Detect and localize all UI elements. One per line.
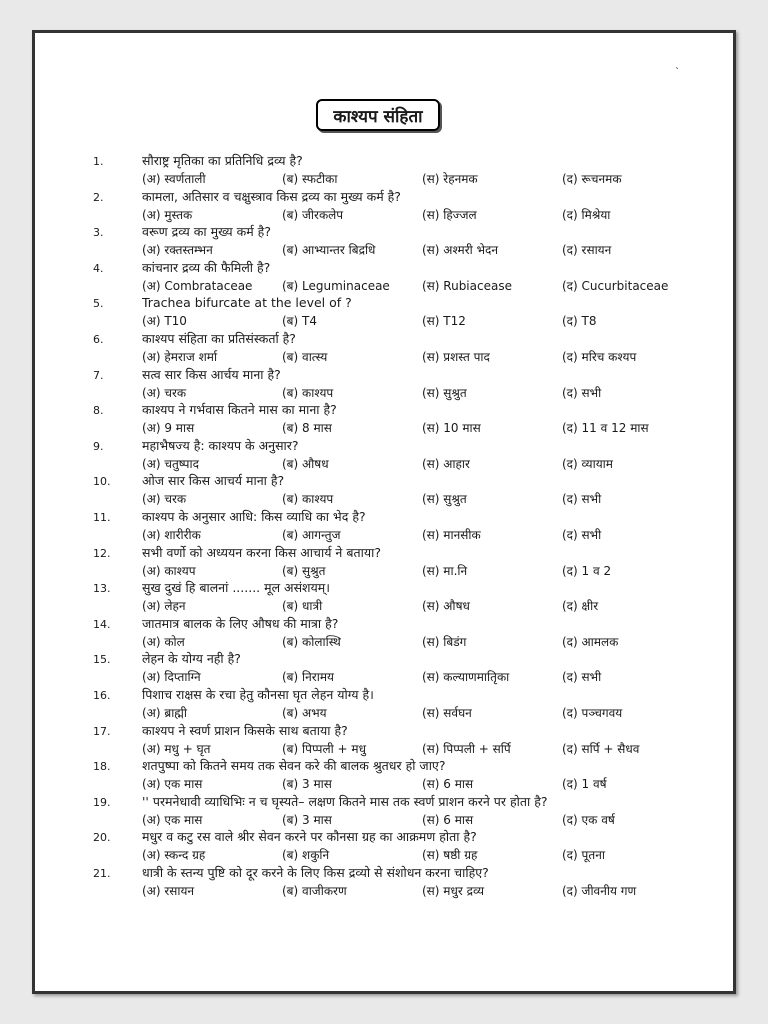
question-text: शतपुष्पा को कितने समय तक सेवन करे की बालक श्रुतधर हो जाए? — [142, 758, 446, 774]
question-number: 8. — [93, 404, 104, 418]
question-item — [35, 617, 735, 653]
answer-option: (स) हिज्जल — [422, 207, 477, 222]
answer-option: (अ) 9 मास — [142, 421, 195, 436]
answer-option: (स) सुश्रुत — [422, 492, 467, 507]
answer-option: (अ) स्वर्णताली — [142, 172, 206, 186]
answer-option: (द) पूतना — [562, 848, 605, 863]
corner-mark: ` — [675, 67, 680, 78]
answer-option: (स) अश्मरी भेदन — [422, 243, 499, 258]
answer-option: (स) पिप्पली + सर्पि — [422, 741, 511, 756]
answer-option: (अ) चरक — [142, 385, 187, 400]
question-number: 6. — [93, 333, 104, 346]
question-item — [35, 225, 735, 261]
answer-option: (द) Cucurbitaceae — [562, 278, 669, 293]
answer-option: (ब) 3 मास — [282, 812, 332, 827]
question-item — [35, 261, 735, 297]
question-item — [35, 546, 735, 582]
question-number: 4. — [93, 261, 104, 275]
answer-option: (द) 1 व 2 — [562, 563, 612, 578]
question-text: लेहन के योग्य नही है? — [142, 651, 241, 667]
answer-option: (अ) T10 — [142, 314, 187, 329]
answer-option: (ब) औषध — [282, 456, 329, 471]
question-text: महाभैषज्य है: काश्यप के अनुसार? — [142, 437, 299, 453]
question-item — [35, 439, 735, 475]
question-item — [35, 368, 735, 404]
answer-option: (अ) मधु + घृत — [142, 741, 211, 756]
answer-option: (अ) एक मास — [142, 812, 203, 827]
question-item — [35, 510, 735, 546]
page-title: काश्यप संहिता — [316, 99, 440, 131]
question-text: ओज सार किस आचर्य माना है? — [142, 473, 285, 489]
answer-option: (द) आमलक — [562, 634, 619, 649]
answer-option: (अ) हेमराज शर्मा — [142, 350, 218, 364]
answer-option: (ब) स्फटीका — [282, 172, 338, 186]
answer-option: (स) आहार — [422, 456, 470, 471]
question-text: Trachea bifurcate at the level of ? — [142, 295, 352, 311]
question-number: 14. — [93, 617, 111, 631]
answer-option: (स) मधुर द्रव्य — [422, 884, 485, 898]
question-number: 12. — [93, 546, 111, 560]
document-page — [32, 30, 736, 994]
question-number: 3. — [93, 226, 104, 240]
answer-option: (ब) Leguminaceae — [282, 278, 390, 293]
answer-option: (द) रूचनमक — [562, 172, 622, 186]
answer-option: (ब) 3 मास — [282, 777, 332, 792]
question-text: धात्री के स्तन्य पुष्टि को दूर करने के लिए किस द्रव्यो से संशोधन करना चाहिए? — [142, 865, 489, 880]
answer-option: (स) 6 मास — [422, 777, 474, 792]
question-number: 20. — [93, 831, 111, 845]
question-text: मधुर व कटु रस वाले श्रीर सेवन करने पर कौनसा ग्रह का आक्रमण होता है? — [142, 829, 477, 845]
answer-option: (अ) काश्यप — [142, 563, 196, 578]
question-number: 16. — [93, 689, 111, 702]
answer-option: (स) सर्वघन — [422, 706, 472, 720]
answer-option: (ब) आभ्यान्तर बिद्रधि — [282, 243, 376, 258]
answer-option: (द) एक वर्ष — [562, 812, 615, 827]
question-number: 13. — [93, 582, 111, 596]
question-number: 5. — [93, 297, 104, 311]
answer-option: (स) मानसीक — [422, 528, 481, 542]
question-item — [35, 581, 735, 617]
question-number: 7. — [93, 368, 104, 382]
answer-option: (ब) निरामय — [282, 670, 334, 685]
question-text: सत्व सार किस आर्चय माना है? — [142, 366, 281, 382]
question-item — [35, 403, 735, 439]
answer-option: (ब) वाजीकरण — [282, 884, 347, 898]
answer-option: (स) कल्याणमातृिका — [422, 670, 510, 685]
answer-option: (ब) T4 — [282, 314, 317, 329]
answer-option: (स) षष्ठी ग्रह — [422, 848, 478, 863]
answer-option: (अ) कोल — [142, 634, 185, 649]
answer-option: (स) प्रशस्त पाद — [422, 350, 490, 364]
answer-option: (द) व्यायाम — [562, 456, 613, 471]
answer-option: (ब) आगन्तुज — [282, 528, 341, 542]
question-number: 1. — [93, 155, 104, 168]
question-item — [35, 759, 735, 795]
question-item — [35, 830, 735, 866]
question-text: काश्यप ने गर्भवास कितने मास का माना है? — [142, 402, 337, 418]
answer-option: (स) T12 — [422, 314, 466, 329]
question-number: 17. — [93, 724, 111, 738]
answer-option: (द) 1 वर्ष — [562, 777, 607, 792]
question-number: 19. — [93, 795, 111, 809]
question-item — [35, 688, 735, 724]
answer-option: (ब) जीरकलेप — [282, 207, 344, 222]
answer-option: (स) Rubiacease — [422, 278, 512, 293]
question-number: 11. — [93, 511, 111, 524]
question-item — [35, 724, 735, 760]
answer-option: (स) औषध — [422, 599, 470, 614]
question-item — [35, 154, 735, 190]
answer-option: (स) बिडंग — [422, 634, 467, 649]
question-text: काश्यप के अनुसार आधि: किस व्याधि का भेद है? — [142, 509, 366, 524]
question-number: 21. — [93, 867, 111, 880]
answer-option: (अ) लेहन — [142, 599, 186, 614]
answer-option: (स) सुश्रुत — [422, 385, 467, 400]
answer-option: (द) सभी — [562, 670, 602, 685]
question-text: सभी वर्णो को अध्ययन करना किस आचार्य ने बताया? — [142, 544, 381, 560]
answer-option: (ब) धात्री — [282, 599, 323, 614]
question-text: कांचनार द्रव्य की फैमिली है? — [142, 259, 271, 275]
answer-option: (द) रसायन — [562, 243, 612, 258]
question-text: वरूण द्रव्य का मुख्य कर्म है? — [142, 224, 271, 240]
answer-option: (द) 11 व 12 मास — [562, 421, 649, 436]
answer-option: (द) सभी — [562, 528, 602, 542]
question-number: 18. — [93, 760, 111, 774]
question-text: पिशाच राक्षस के रचा हेतु कौनसा घृत लेहन योग्य है। — [142, 687, 374, 702]
answer-option: (द) पञ्चगवय — [562, 706, 623, 720]
question-item — [35, 866, 735, 902]
question-text: '' परमनेधावी व्याधिभिः न च घृस्यते– लक्षण कितने मास तक स्वर्ण प्राशन करने पर होता है? — [142, 793, 548, 809]
answer-option: (अ) चरक — [142, 492, 187, 507]
answer-option: (ब) सुश्रुत — [282, 563, 326, 578]
answer-option: (स) रेहनमक — [422, 172, 478, 186]
answer-option: (ब) काश्यप — [282, 385, 334, 400]
question-item — [35, 795, 735, 831]
answer-option: (ब) पिप्पली + मधु — [282, 741, 366, 756]
answer-option: (अ) स्कन्द ग्रह — [142, 848, 206, 863]
answer-option: (ब) शकुनि — [282, 848, 330, 863]
answer-option: (अ) ब्राह्मी — [142, 706, 188, 720]
answer-option: (द) T8 — [562, 314, 597, 329]
question-text: सौराष्ट्र मृतिका का प्रतिनिधि द्रव्य है? — [142, 153, 303, 168]
question-number: 15. — [93, 653, 111, 667]
answer-option: (द) जीवनीय गण — [562, 884, 637, 898]
question-item — [35, 190, 735, 226]
question-item — [35, 474, 735, 510]
question-text: काश्यप संहिता का प्रतिसंस्कर्ता है? — [142, 331, 296, 346]
answer-option: (स) मा.नि — [422, 563, 468, 578]
answer-option: (द) मरिच कश्यप — [562, 350, 637, 364]
question-text: काश्यप ने स्वर्ण प्राशन किसके साथ बताया है? — [142, 722, 348, 738]
question-item — [35, 332, 735, 368]
answer-option: (द) सर्पि + सैधव — [562, 741, 640, 756]
answer-option: (द) मिश्रेया — [562, 207, 611, 222]
question-number: 10. — [93, 475, 111, 489]
answer-option: (स) 10 मास — [422, 421, 481, 436]
question-text: कामला, अतिसार व चक्षुस्त्राव किस द्रव्य का मुख्य कर्म है? — [142, 188, 401, 204]
answer-option: (अ) एक मास — [142, 777, 203, 792]
answer-option: (अ) रक्तस्तम्भन — [142, 243, 213, 258]
answer-option: (ब) वात्स्य — [282, 350, 328, 364]
answer-option: (द) सभी — [562, 492, 602, 507]
answer-option: (ब) 8 मास — [282, 421, 332, 436]
answer-option: (ब) कोलास्थि — [282, 634, 341, 649]
answer-option: (ब) अभय — [282, 706, 327, 720]
answer-option: (द) सभी — [562, 385, 602, 400]
answer-option: (अ) रसायन — [142, 884, 195, 898]
question-text: जातमात्र बालक के लिए औषध की मात्रा है? — [142, 615, 339, 631]
answer-option: (द) क्षीर — [562, 599, 599, 614]
answer-option: (ब) काश्यप — [282, 492, 334, 507]
answer-option: (अ) चतुष्पाद — [142, 456, 199, 471]
answer-option: (अ) शारीरीक — [142, 528, 201, 542]
answer-option: (स) 6 मास — [422, 812, 474, 827]
question-item — [35, 652, 735, 688]
question-text: सुख दुखं हि बालनां ....... मूल असंशयम्। — [142, 580, 331, 596]
question-number: 9. — [93, 439, 104, 453]
question-item — [35, 296, 735, 332]
question-number: 2. — [93, 190, 104, 204]
answer-option: (अ) दिप्ताग्नि — [142, 670, 201, 685]
answer-option: (अ) Combrataceae — [142, 278, 253, 293]
answer-option: (अ) मुस्तक — [142, 207, 193, 222]
